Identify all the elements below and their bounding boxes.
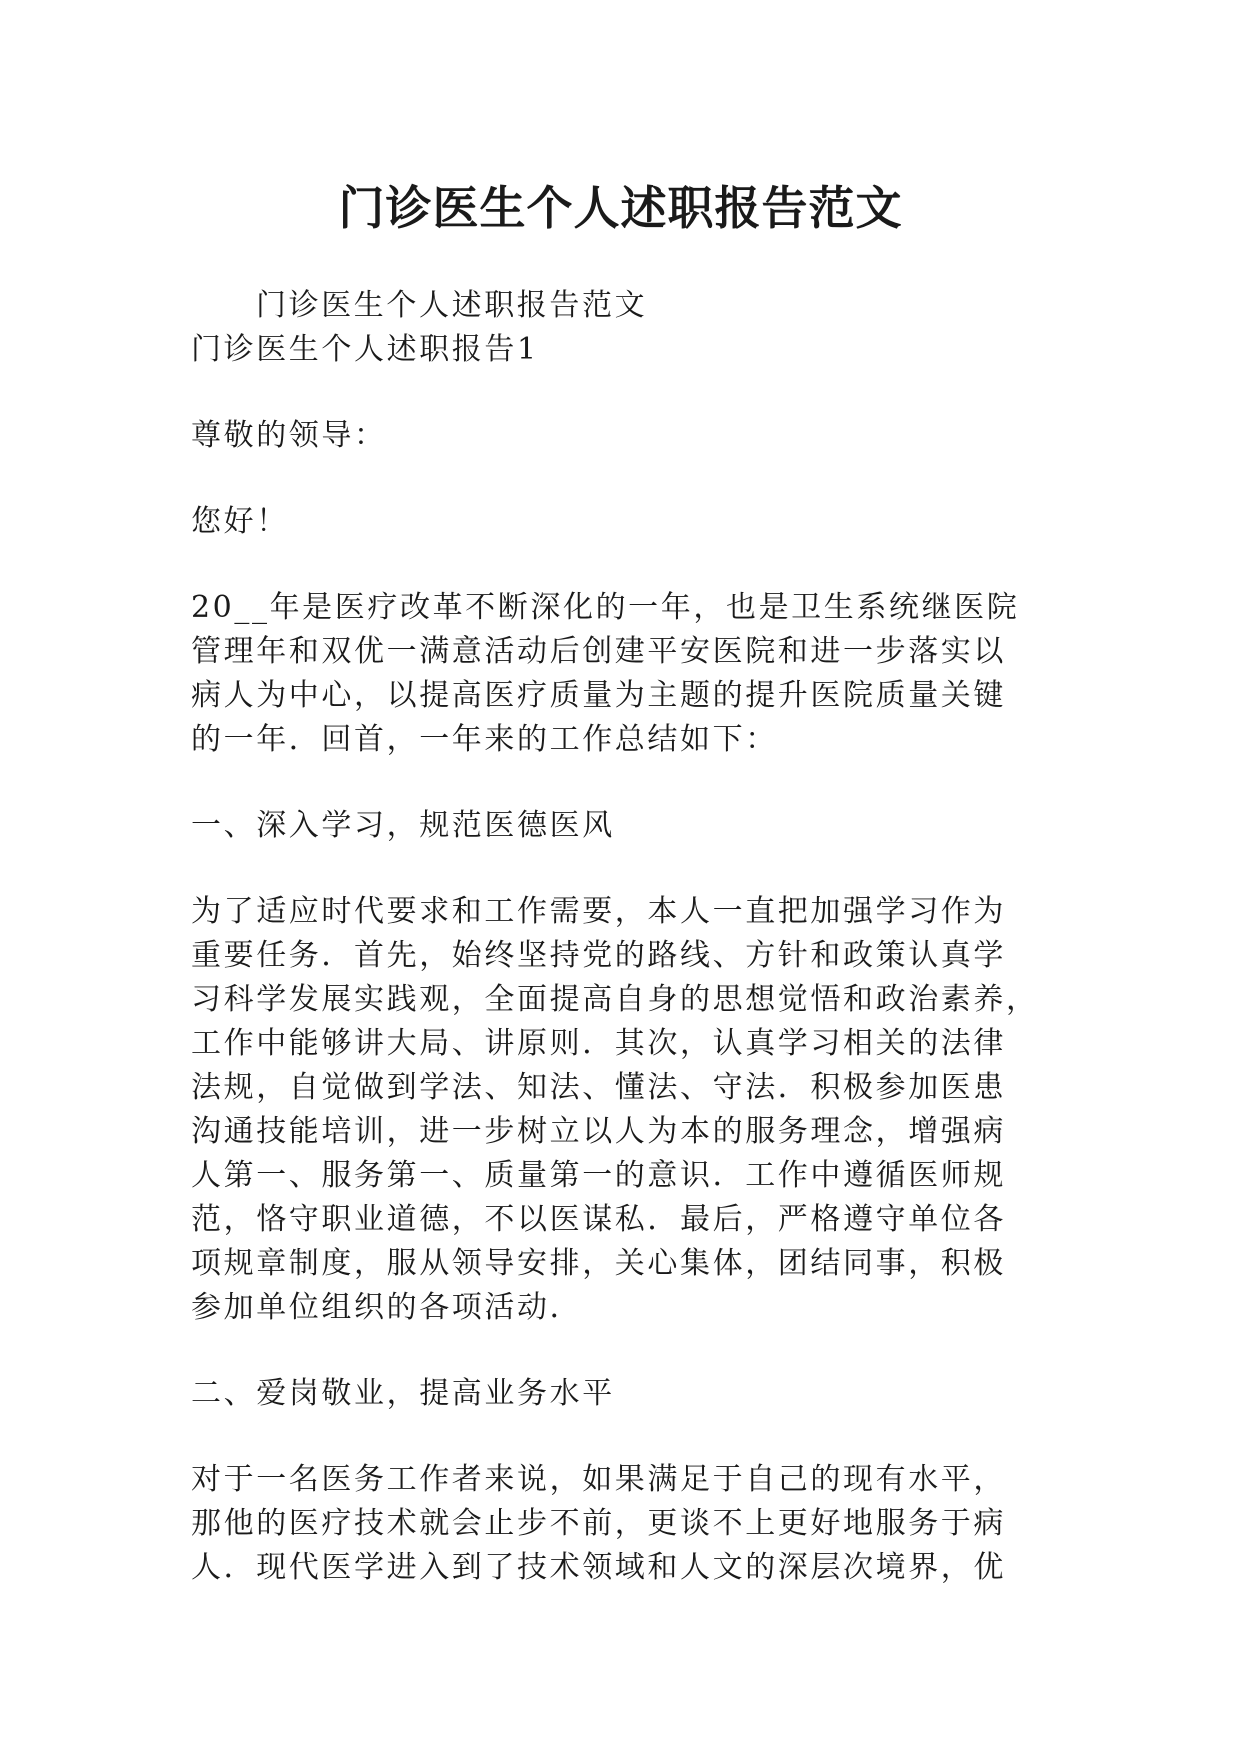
intro-paragraph <box>191 586 1051 762</box>
section-heading-2: 二、爱岗敬业，提高业务水平 <box>191 1376 615 1411</box>
paragraph-line: 习科学发展实践观，全面提高自身的思想觉悟和政治素养， <box>191 982 1039 1017</box>
document-title: 门诊医生个人述职报告范文 <box>338 181 903 235</box>
paragraph-line: 人．现代医学进入到了技术领域和人文的深层次境界，优 <box>191 1550 1006 1585</box>
paragraph-line: 为了适应时代要求和工作需要，本人一直把加强学习作为 <box>191 894 1006 929</box>
paragraph-line: 病人为中心，以提高医疗质量为主题的提升医院质量关键 <box>191 678 1006 713</box>
section-heading-1: 一、深入学习，规范医德医风 <box>191 808 615 843</box>
paragraph-line: 对于一名医务工作者来说，如果满足于自己的现有水平， <box>191 1462 1006 1497</box>
paragraph-line: 参加单位组织的各项活动． <box>191 1290 583 1325</box>
document-subtitle: 门诊医生个人述职报告范文 <box>256 288 648 323</box>
section-2-paragraph <box>191 1458 1051 1590</box>
paragraph-line: 沟通技能培训，进一步树立以人为本的服务理念，增强病 <box>191 1114 1006 1149</box>
paragraph-line: 项规章制度，服从领导安排，关心集体，团结同事，积极 <box>191 1246 1006 1281</box>
document-body <box>191 284 1051 1590</box>
salutation: 尊敬的领导： <box>191 418 387 453</box>
paragraph-line: 范，恪守职业道德，不以医谋私．最后，严格遵守单位各 <box>191 1202 1006 1237</box>
paragraph-line: 20__年是医疗改革不断深化的一年，也是卫生系统继医院 <box>191 590 1020 625</box>
report-heading: 门诊医生个人述职报告1 <box>191 332 539 367</box>
paragraph-line: 重要任务．首先，始终坚持党的路线、方针和政策认真学 <box>191 938 1006 973</box>
paragraph-line: 那他的医疗技术就会止步不前，更谈不上更好地服务于病 <box>191 1506 1006 1541</box>
paragraph-line: 工作中能够讲大局、讲原则．其次，认真学习相关的法律 <box>191 1026 1006 1061</box>
section-1-paragraph <box>191 890 1051 1330</box>
paragraph-line: 人第一、服务第一、质量第一的意识．工作中遵循医师规 <box>191 1158 1006 1193</box>
paragraph-line: 法规，自觉做到学法、知法、懂法、守法．积极参加医患 <box>191 1070 1006 1105</box>
paragraph-line: 管理年和双优一满意活动后创建平安医院和进一步落实以 <box>191 634 1006 669</box>
greeting: 您好！ <box>191 504 289 539</box>
paragraph-line: 的一年．回首，一年来的工作总结如下： <box>191 722 778 757</box>
